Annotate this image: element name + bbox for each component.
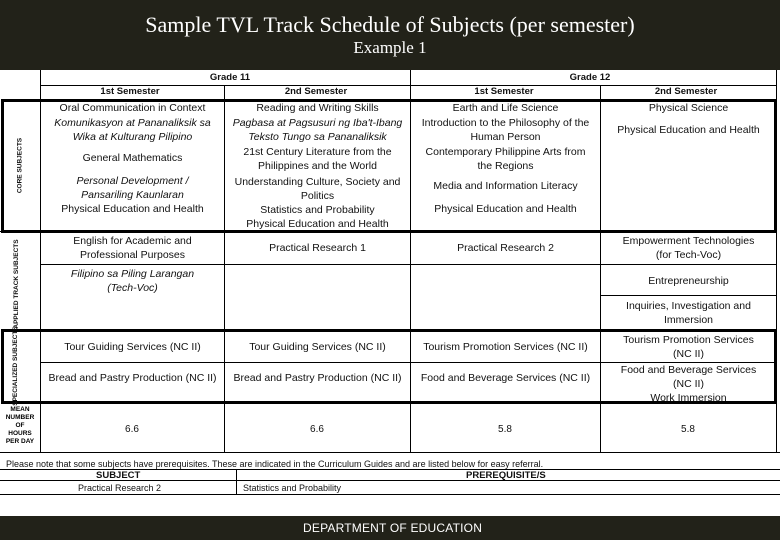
slide-footer — [0, 516, 780, 540]
applied-track-label: APPLIED TRACK SUBJECTS — [13, 239, 20, 329]
prerequisite-note: Please note that some subjects have prerequisites. These are indicated in the Curriculum Guides and are listed below for easy referral. — [6, 459, 544, 469]
specialized-subjects-label: SPECIALIZED SUBJECTS — [12, 326, 19, 406]
mean-value: 5.8 — [498, 424, 512, 435]
mean-value: 6.6 — [125, 424, 139, 435]
schedule-table — [0, 70, 780, 516]
mean-hours-label: MEAN NUMBER OF HOURS PER DAY — [5, 406, 35, 445]
core-g12s1-item: Physical Education and Health — [434, 203, 577, 215]
g11-sem2-header: 2nd Semester — [284, 86, 348, 97]
prereq-subject: Practical Research 2 — [78, 483, 162, 493]
core-g12s1-item: Media and Information Literacy — [433, 180, 578, 192]
core-g11s1-item: General Mathematics — [82, 152, 183, 164]
applied-g12s2-item: Entrepreneurship — [648, 275, 729, 287]
g11-sem1-header: 1st Semester — [100, 86, 160, 97]
mean-value: 6.6 — [310, 424, 324, 435]
core-g11s1-item: Oral Communication in Context — [59, 102, 206, 114]
g12-sem2-header: 2nd Semester — [654, 86, 718, 97]
footer-text: DEPARTMENT OF EDUCATION — [303, 521, 483, 535]
core-g12s2-item: Physical Education and Health — [617, 124, 760, 136]
prereq-value: Statistics and Probability — [243, 483, 342, 493]
specialized-g12s1-row2: Food and Beverage Services (NC II) — [420, 372, 591, 384]
g12-sem1-header: 1st Semester — [474, 86, 534, 97]
core-g11s2-item: Reading and Writing Skills — [256, 102, 379, 114]
applied-g11s2-item: Practical Research 1 — [269, 242, 366, 254]
specialized-g12s2-row2: Food and Beverage Services (NC II) — [620, 364, 757, 390]
core-g12s1-item: Earth and Life Science — [452, 102, 559, 114]
specialized-g11s1-row1: Tour Guiding Services (NC II) — [64, 341, 201, 353]
core-g12s2-item: Physical Science — [648, 102, 729, 114]
prereq-header: PREREQUISITE/S — [466, 470, 546, 481]
core-g12s1-item: Contemporary Philippine Arts from the Regions — [425, 146, 586, 172]
core-g11s2-item: Understanding Culture, Society and Politics Statistics and Probability Physical Education and Health — [234, 175, 401, 230]
specialized-g12s1-row1: Tourism Promotion Services (NC II) — [423, 341, 588, 353]
work-immersion: Work Immersion — [650, 391, 727, 404]
applied-g12s2-item: Empowerment Technologies (for Tech-Voc) — [622, 235, 755, 261]
core-g12s1-item: Introduction to the Philosophy of the Human Person — [421, 117, 590, 143]
slide-header — [0, 0, 780, 70]
slide-subtitle: Example 1 — [353, 38, 427, 57]
applied-g12s2-item: Inquiries, Investigation and Immersion — [626, 300, 751, 326]
core-subjects-label: CORE SUBJECTS — [16, 137, 24, 194]
core-g11s2-item: 21st Century Literature from the Philippines and the World — [243, 146, 392, 172]
specialized-g11s2-row1: Tour Guiding Services (NC II) — [249, 341, 386, 353]
specialized-g11s2-row2: Bread and Pastry Production (NC II) — [233, 372, 402, 384]
specialized-g11s1-row2: Bread and Pastry Production (NC II) — [48, 372, 217, 384]
grade-11-header: Grade 11 — [209, 72, 251, 83]
core-g11s2-item: Pagbasa at Pagsusuri ng Iba't-Ibang Teksto Tungo sa Pananaliksik — [232, 117, 403, 143]
core-g11s1-item: Personal Development / Pansariling Kaunlaran Physical Education and Health — [61, 175, 204, 215]
prereq-subject-header: SUBJECT — [96, 470, 141, 481]
applied-g11s1-item: Filipino sa Piling Larangan (Tech-Voc) — [70, 268, 195, 294]
specialized-g12s2-row1: Tourism Promotion Services (NC II) — [623, 334, 754, 360]
slide-title: Sample TVL Track Schedule of Subjects (per semester) — [145, 12, 635, 37]
applied-g11s1-item: English for Academic and Professional Purposes — [73, 235, 192, 261]
core-g11s1-item: Komunikasyon at Pananaliksik sa Wika at Kulturang Pilipino — [54, 117, 211, 143]
applied-g12s1-item: Practical Research 2 — [457, 242, 554, 254]
grade-12-header: Grade 12 — [569, 72, 611, 83]
mean-value: 5.8 — [681, 424, 695, 435]
